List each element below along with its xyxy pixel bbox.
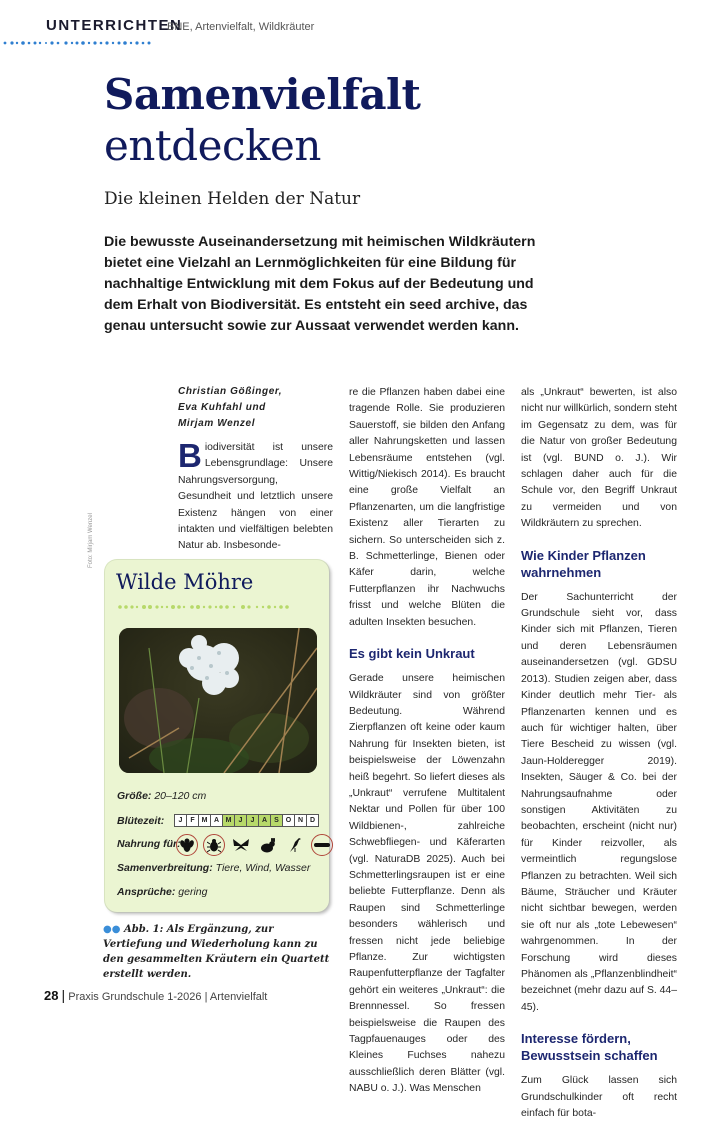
section-label: UNTERRICHTEN — [46, 17, 183, 34]
bloom-month-9: O — [282, 814, 295, 827]
article-title-line-1: Samenvielfalt — [104, 70, 421, 119]
decorative-dot-line — [2, 40, 154, 46]
author-2: Eva Kuhfahl und — [178, 402, 266, 413]
page-footer — [44, 987, 267, 1003]
wild-carrot-photo — [119, 628, 317, 773]
dispersal-label: Samenverbreitung: — [117, 862, 213, 874]
article-lead: Die bewusste Auseinandersetzung mit heimischen Wildkräutern bietet eine Vielzahl an Lernmöglichkeiten für eine Bildung für nachhaltige Entwicklung mit dem Fokus auf der Bedeutung und dem Erhalt von Biodiversität. Es entsteht ein seed archive, das genau untersucht sowie zur Aussaat verwendet werden kann. — [104, 234, 536, 334]
flower-illustration — [119, 628, 317, 773]
rabbit-icon — [257, 834, 279, 856]
bloom-month-11: D — [306, 814, 319, 827]
butterfly-icon — [230, 834, 252, 856]
fact-needs — [117, 886, 207, 898]
figure-caption — [103, 922, 333, 982]
size-value: 20–120 cm — [154, 790, 207, 802]
authors — [178, 384, 282, 432]
column-3 — [521, 385, 677, 1122]
col3-paragraph-3: Zum Glück lassen sich Grundschulkinder oft recht einfach für bota- — [521, 1075, 677, 1120]
bird-icon — [284, 834, 306, 856]
heading-interesse-foerdern: Interesse fördern, Bewusstsein schaffen — [521, 1031, 658, 1064]
footer-text: Praxis Grundschule 1-2026 | Artenvielfalt — [68, 991, 268, 1003]
fact-food-label — [117, 838, 181, 850]
fact-bloom-label — [117, 815, 164, 827]
bloom-month-4: M — [222, 814, 235, 827]
size-label: Größe: — [117, 790, 152, 802]
col3-paragraph-2: Der Sachunterricht der Grundschule sieht vor, dass Kinder sich mit Pflanzen, Tieren und deren Lebensräumen auseinandersetzen (vgl. GDSU 2013). Studien zeigen aber, dass Kinder deutlich mehr Tier- als Pflanzenarten kennen und es auch für wichtiger halten, über Tiere Bescheid zu wissen (vgl. Jaun-Holderegger 2019). Insekten, Säuger & Co. bei der Nahrungsaufnahme oder sonstigen Aktivitäten zu beobachten, erscheint (nicht nur) für Kinder reizvoller, als vermeintlich regungslose Pflanzen zu betrachten. Weil sich Bäume, Sträucher und Kräuter nicht sichtbar bewegen, werden sie oft nur als „tote Lebewesen“ wahrgenommen. In der Forschung wird dieses Phänomen als „Pflanzenblindheit“ bezeichnet (mehr dazu auf S. 44–45). — [521, 591, 677, 1013]
bloom-month-7: A — [258, 814, 271, 827]
food-label: Nahrung für: — [117, 838, 181, 850]
food-icons — [176, 834, 333, 856]
heading-wie-kinder-pflanzen-wahrnehmen: Wie Kinder Pflanzen wahrnehmen — [521, 547, 646, 580]
bloom-month-10: N — [294, 814, 307, 827]
col2-paragraph-1: re die Pflanzen haben dabei eine tragende Rolle. Sie produzieren Sauerstoff, sie bilden den Anfang aller Nahrungsketten und lassen Lebensräume entstehen (vgl. Wittig/Niekisch 2014). Es braucht eine große Vielfalt an Pflanzenarten, um die langfristige Existenz aller Tierarten zu sichern. So unterscheiden sich z. B. Schmetterlinge, Bienen oder Käfer darin, welche Futterpflanzen ihr Nachwuchs frisst und welche Blüten die adulten Insekten besuchen. — [349, 387, 505, 628]
heading-es-gibt-kein-unkraut: Es gibt kein Unkraut — [349, 646, 475, 662]
card-title: Wilde Möhre — [116, 570, 254, 594]
fly-icon — [176, 834, 198, 856]
footer-divider: | — [61, 987, 66, 1003]
page-number: 28 — [44, 988, 59, 1003]
fact-dispersal — [117, 862, 310, 874]
bloom-month-8: S — [270, 814, 283, 827]
caption-text: Abb. 1: Als Ergänzung, zur Vertiefung und Wiederholung kann zu den gesammelten Kräutern ein Quartett erstellt werden. — [103, 924, 330, 980]
fact-size — [117, 790, 206, 802]
column-2 — [349, 385, 505, 1098]
col3-paragraph-1: als „Unkraut“ bewerten, ist also nicht nur willkürlich, sondern steht im Gegensatz zu dem, was für die Natur von großer Bedeutung ist (vgl. BUND o. J.). Wir schlagen daher auch für die Schule vor, den Begriff Unkraut zu vermeiden und von Wildkräutern zu sprechen. — [521, 387, 677, 530]
col1-text: iodiversität ist unsere Lebensgrundlage: Unsere Nahrungsversorgung, Gesundheit und letztlich unsere Existenz hängen von einer intakten und vielfältigen belebten Natur ab. Insbesonde- — [178, 442, 333, 552]
drop-cap: B — [178, 437, 202, 474]
photo-credit: Foto: Mirjam Wenzel — [88, 513, 94, 568]
bloom-month-1: F — [186, 814, 199, 827]
author-3: Mirjam Wenzel — [178, 418, 256, 429]
bloom-label: Blütezeit: — [117, 815, 165, 827]
dispersal-value: Tiere, Wind, Wasser — [215, 862, 311, 874]
column-1 — [178, 437, 333, 555]
article-title-line-2: entdecken — [104, 121, 321, 170]
bloom-month-6: J — [246, 814, 259, 827]
bloom-month-2: M — [198, 814, 211, 827]
bloom-month-grid — [174, 814, 318, 827]
needs-value: gering — [178, 886, 208, 898]
caption-bullet-icon: ●● — [103, 924, 121, 935]
col2-paragraph-2: Gerade unsere heimischen Wildkräuter sind von größter Bedeutung. Während Zierpflanzen oft keine oder kaum Nahrung für Insekten bieten, ist beispielsweise der Löwenzahn heiß begehrt. So liefert dieses als „Unkraut“ verrufene Multitalent Nektar und Pollen für über 100 Wildbienen-, zahlreiche Schwebfliegen- und Käferarten (vgl. NaturaDB 2025). Auch bei Schmetterlingsraupen ist er eine beliebte Futterpflanze. Denn als Raupen sind Schmetterlinge besonders wählerisch und fressen nicht jede beliebige Pflanze. Zur wichtigsten Raupenfutterpflanze der Tagfalter gehört ein weiteres „Unkraut“: die Brennnessel. So fressen beispielsweise die Raupen des Tagpfauenauges oder des Kleines Fuchses nahezu ausschließlich deren Blätter (vgl. NABU o. J.). Was Menschen — [349, 673, 505, 1095]
card-dot-line — [117, 604, 317, 610]
bloom-month-3: A — [210, 814, 223, 827]
article-subtitle: Die kleinen Helden der Natur — [104, 189, 361, 209]
needs-label: Ansprüche: — [117, 886, 176, 898]
beetle-icon — [203, 834, 225, 856]
caterpillar-icon — [311, 834, 333, 856]
section-tags: BNE, Artenvielfalt, Wildkräuter — [167, 21, 315, 33]
bloom-month-0: J — [174, 814, 187, 827]
bloom-month-5: J — [234, 814, 247, 827]
author-1: Christian Gößinger, — [178, 386, 283, 397]
